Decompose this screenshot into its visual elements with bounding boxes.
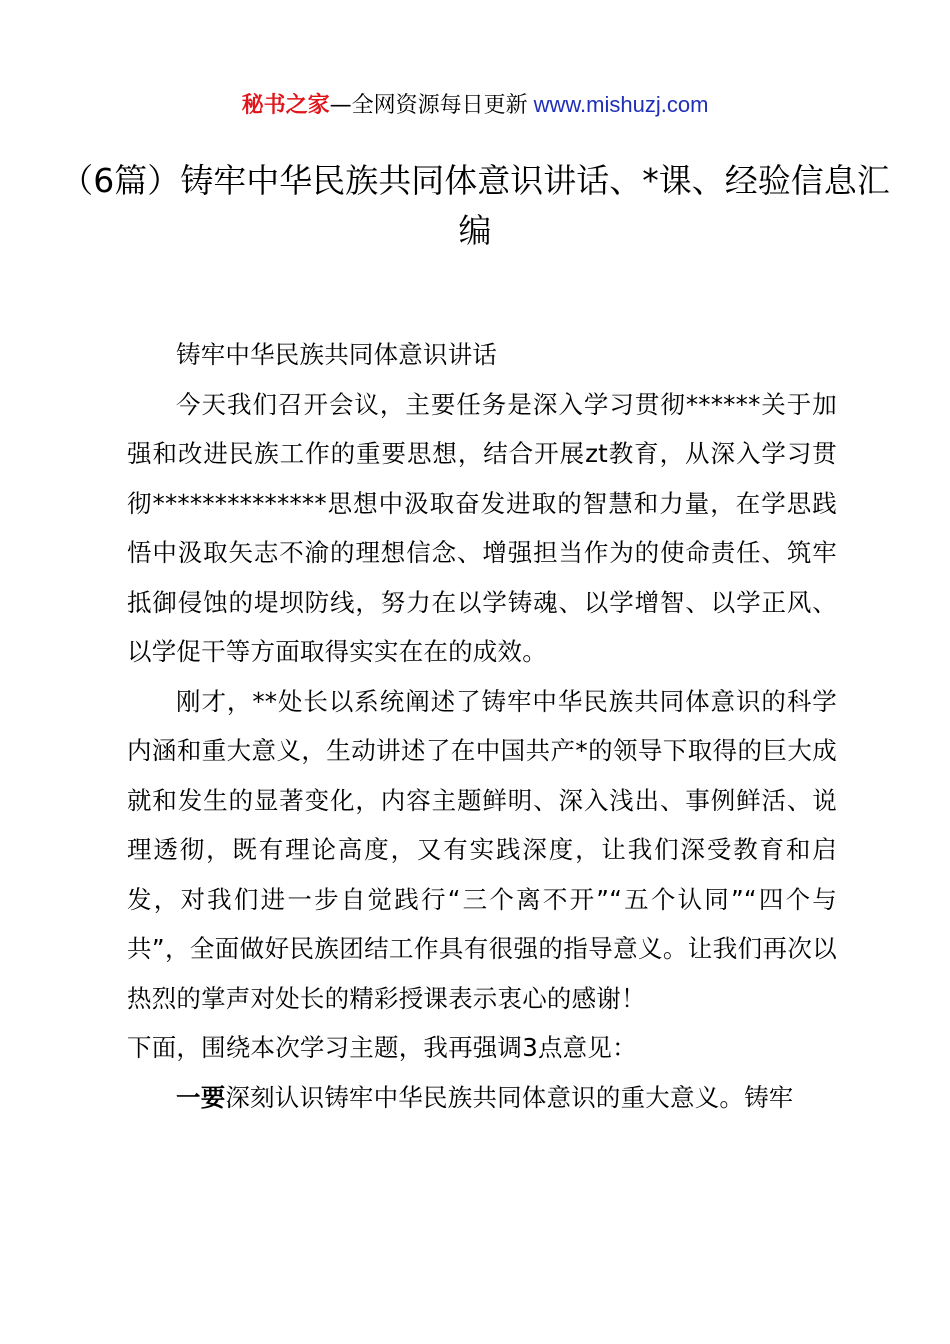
document-body bbox=[127, 330, 837, 1122]
paragraph-1: 今天我们召开会议，主要任务是深入学习贯彻******关于加强和改进民族工作的重要思想，结合开展zt教育，从深入学习贯彻**************思想中汲取奋发进取的智慧和力量，在学思践悟中汲取矢志不渝的理想信念、增强担当作为的使命责任、筑牢抵御侵蚀的堤坝防线，努力在以学铸魂、以学增智、以学正风、以学促干等方面取得实实在在的成效。 bbox=[127, 389, 837, 666]
document-title: （6篇）铸牢中华民族共同体意识讲话、*课、经验信息汇编 bbox=[60, 161, 890, 250]
paragraph-2: 刚才，**处长以系统阐述了铸牢中华民族共同体意识的科学内涵和重大意义，生动讲述了在中国共产*的领导下取得的巨大成就和发生的显著变化，内容主题鲜明、深入浅出、事例鲜活、说理透彻，既有理论高度，又有实践深度，让我们深受教育和启发，对我们进一步自觉践行“三个离不开”“五个认同”“四个与共”，全面做好民族团结工作具有很强的指导意义。让我们再次以热烈的掌声对处长的精彩授课表示衷心的感谢！ bbox=[127, 686, 837, 1013]
brand-name: 秘书之家 bbox=[241, 93, 330, 118]
point-one-lead: 一要 bbox=[176, 1082, 226, 1112]
paragraph-3: 下面，围绕本次学习主题，我再强调3点意见： bbox=[127, 1033, 637, 1062]
header-tagline: —全网资源每日更新 bbox=[329, 93, 528, 118]
page-header bbox=[0, 88, 950, 123]
site-url[interactable]: www.mishuzj.com bbox=[533, 92, 709, 117]
section-heading: 铸牢中华民族共同体意识讲话 bbox=[176, 340, 498, 369]
point-one-paragraph bbox=[127, 1073, 837, 1123]
point-one-text: 深刻认识铸牢中华民族共同体意识的重大意义。铸牢 bbox=[225, 1082, 794, 1112]
